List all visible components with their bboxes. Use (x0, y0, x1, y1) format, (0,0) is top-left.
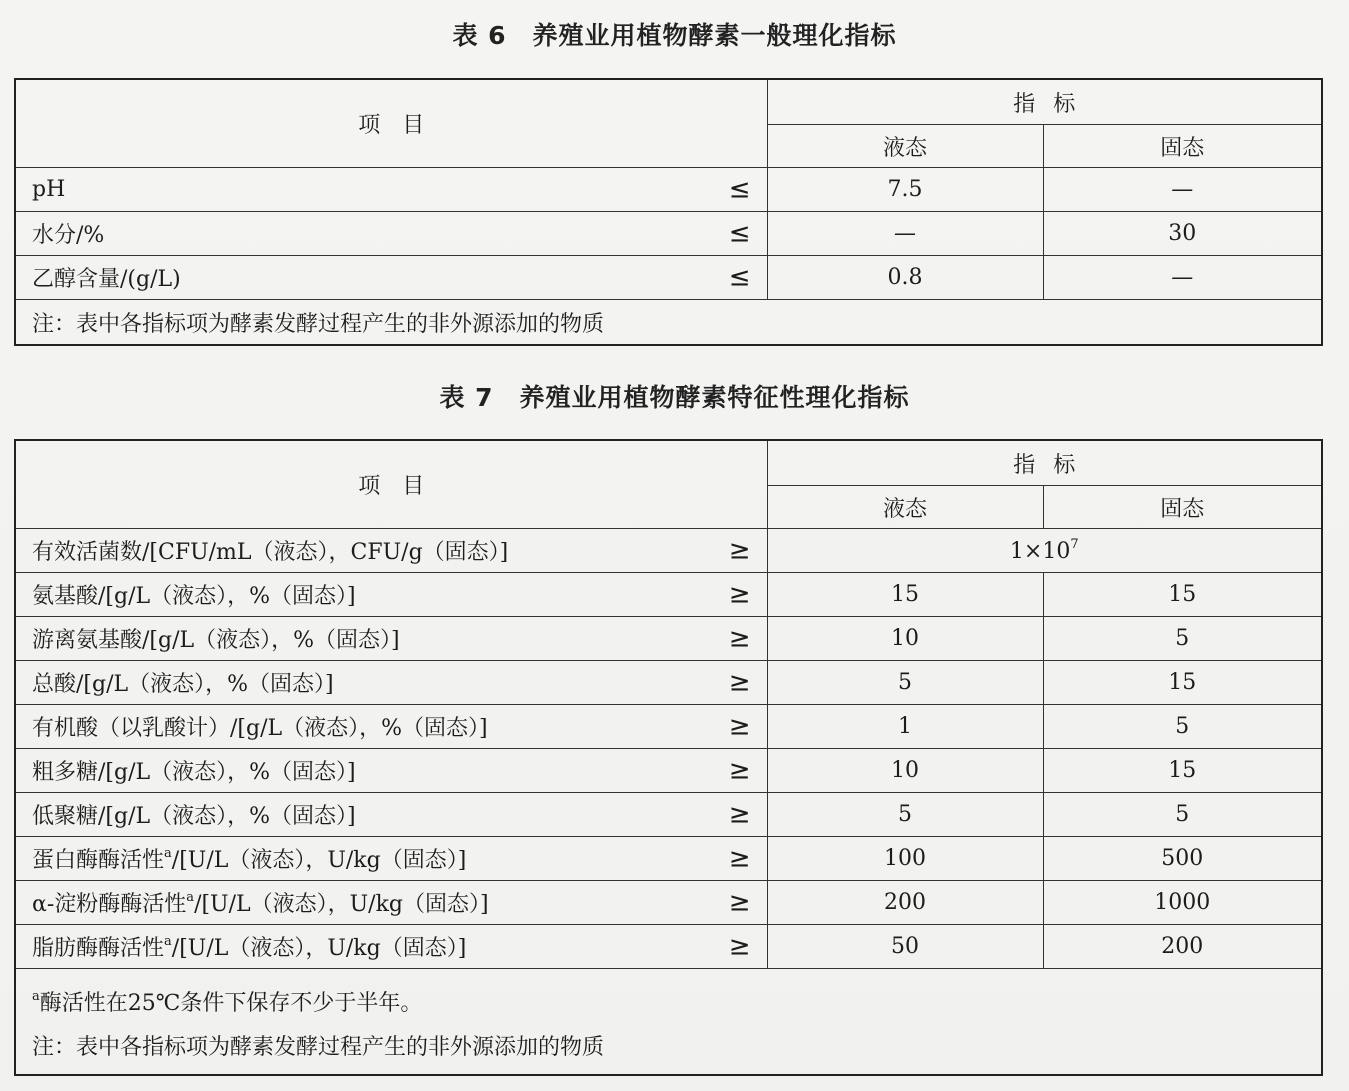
table-row (15, 925, 1322, 969)
table7-header-item: 项目 (15, 440, 767, 529)
row-label: 粗多糖/[g/L（液态），%（固态）] (32, 760, 356, 785)
operator: ≥ (728, 930, 751, 961)
operator: ≥ (728, 710, 751, 741)
row-label: 氨基酸/[g/L（液态），%（固态）] (32, 584, 356, 609)
value-base: 1×10 (1009, 539, 1071, 564)
table-row (15, 749, 1322, 793)
operator: ≥ (728, 578, 751, 609)
table6-header-solid: 固态 (1043, 125, 1322, 168)
value-liquid: 7.5 (767, 168, 1043, 212)
table7-header-liquid: 液态 (767, 486, 1043, 529)
table6 (14, 78, 1323, 346)
value-solid: 1000 (1043, 881, 1322, 925)
operator: ≥ (728, 886, 751, 917)
operator: ≥ (728, 534, 751, 565)
table6-header-liquid: 液态 (767, 125, 1043, 168)
value-solid: 15 (1043, 749, 1322, 793)
value-liquid: 10 (767, 617, 1043, 661)
row-label: 低聚糖/[g/L（液态），%（固态）] (32, 804, 356, 829)
table-row (15, 793, 1322, 837)
operator: ≤ (728, 217, 751, 248)
value-liquid: 15 (767, 573, 1043, 617)
table-row (15, 256, 1322, 300)
operator: ≥ (728, 666, 751, 697)
operator: ≥ (728, 622, 751, 653)
row-label: 游离氨基酸/[g/L（液态），%（固态）] (32, 628, 400, 653)
value-solid: 15 (1043, 661, 1322, 705)
operator: ≤ (728, 261, 751, 292)
value-liquid: 100 (767, 837, 1043, 881)
operator: ≥ (728, 842, 751, 873)
footnote-marker: a (186, 890, 195, 905)
value-solid: 30 (1043, 212, 1322, 256)
table-row (15, 837, 1322, 881)
table6-caption-title: 养殖业用植物酵素一般理化指标 (532, 21, 897, 50)
value-liquid: 5 (767, 793, 1043, 837)
operator: ≥ (728, 754, 751, 785)
table-row (15, 168, 1322, 212)
value-liquid: — (767, 212, 1043, 256)
table6-note: 注：表中各指标项为酵素发酵过程产生的非外源添加的物质 (15, 300, 1322, 346)
table7-caption-number: 表 7 (439, 383, 494, 412)
value-solid: 5 (1043, 793, 1322, 837)
value-liquid: 0.8 (767, 256, 1043, 300)
table6-caption (0, 16, 1349, 52)
value-liquid: 1 (767, 705, 1043, 749)
table-row (15, 705, 1322, 749)
table7-notes (15, 969, 1322, 1076)
value-merged (767, 529, 1322, 573)
operator: ≥ (728, 798, 751, 829)
table6-header-group: 指标 (767, 79, 1322, 125)
row-label: 总酸/[g/L（液态），%（固态）] (32, 672, 334, 697)
table7 (14, 439, 1323, 1076)
value-solid: — (1043, 168, 1322, 212)
value-solid: 15 (1043, 573, 1322, 617)
value-solid: 5 (1043, 617, 1322, 661)
row-label: 有效活菌数/[CFU/mL（液态），CFU/g（固态）] (32, 540, 509, 565)
table6-caption-number: 表 6 (452, 21, 507, 50)
table-row (15, 529, 1322, 573)
row-label: 脂肪酶酶活性$^a$/[U/L（液态），U/kg（固态）] (32, 934, 467, 961)
value-liquid: 5 (767, 661, 1043, 705)
table7-header-solid: 固态 (1043, 486, 1322, 529)
table-row (15, 212, 1322, 256)
row-label: 有机酸（以乳酸计）/[g/L（液态），%（固态）] (32, 716, 488, 741)
row-label: pH (32, 177, 66, 202)
table-row (15, 617, 1322, 661)
value-solid: 5 (1043, 705, 1322, 749)
footnote-marker: a (32, 989, 40, 1004)
table-row (15, 573, 1322, 617)
footnote-marker: a (164, 934, 172, 949)
row-label: 蛋白酶酶活性$^a$/[U/L（液态），U/kg（固态）] (32, 846, 467, 873)
row-label: α-淀粉酶酶活性$^a$/[U/L（液态），U/kg（固态）] (32, 890, 489, 917)
table6-header-item: 项目 (15, 79, 767, 168)
table-row (15, 661, 1322, 705)
table7-caption-title: 养殖业用植物酵素特征性理化指标 (519, 383, 910, 412)
footnote-marker: a (164, 846, 172, 861)
value-liquid: 50 (767, 925, 1043, 969)
table7-note: 注：表中各指标项为酵素发酵过程产生的非外源添加的物质 (32, 1035, 605, 1060)
table7-footnote: $^a$酶活性在25℃条件下保存不少于半年。 (32, 989, 423, 1016)
value-exponent: 7 (1070, 537, 1079, 552)
table-row (15, 881, 1322, 925)
table7-caption (0, 378, 1349, 414)
row-label: 水分/% (32, 223, 105, 248)
value-solid: 200 (1043, 925, 1322, 969)
operator: ≤ (728, 173, 751, 204)
value-liquid: 200 (767, 881, 1043, 925)
value-liquid: 10 (767, 749, 1043, 793)
row-label: 乙醇含量/(g/L) (32, 267, 181, 292)
table7-header-group: 指标 (767, 440, 1322, 486)
value-solid: 500 (1043, 837, 1322, 881)
value-solid: — (1043, 256, 1322, 300)
